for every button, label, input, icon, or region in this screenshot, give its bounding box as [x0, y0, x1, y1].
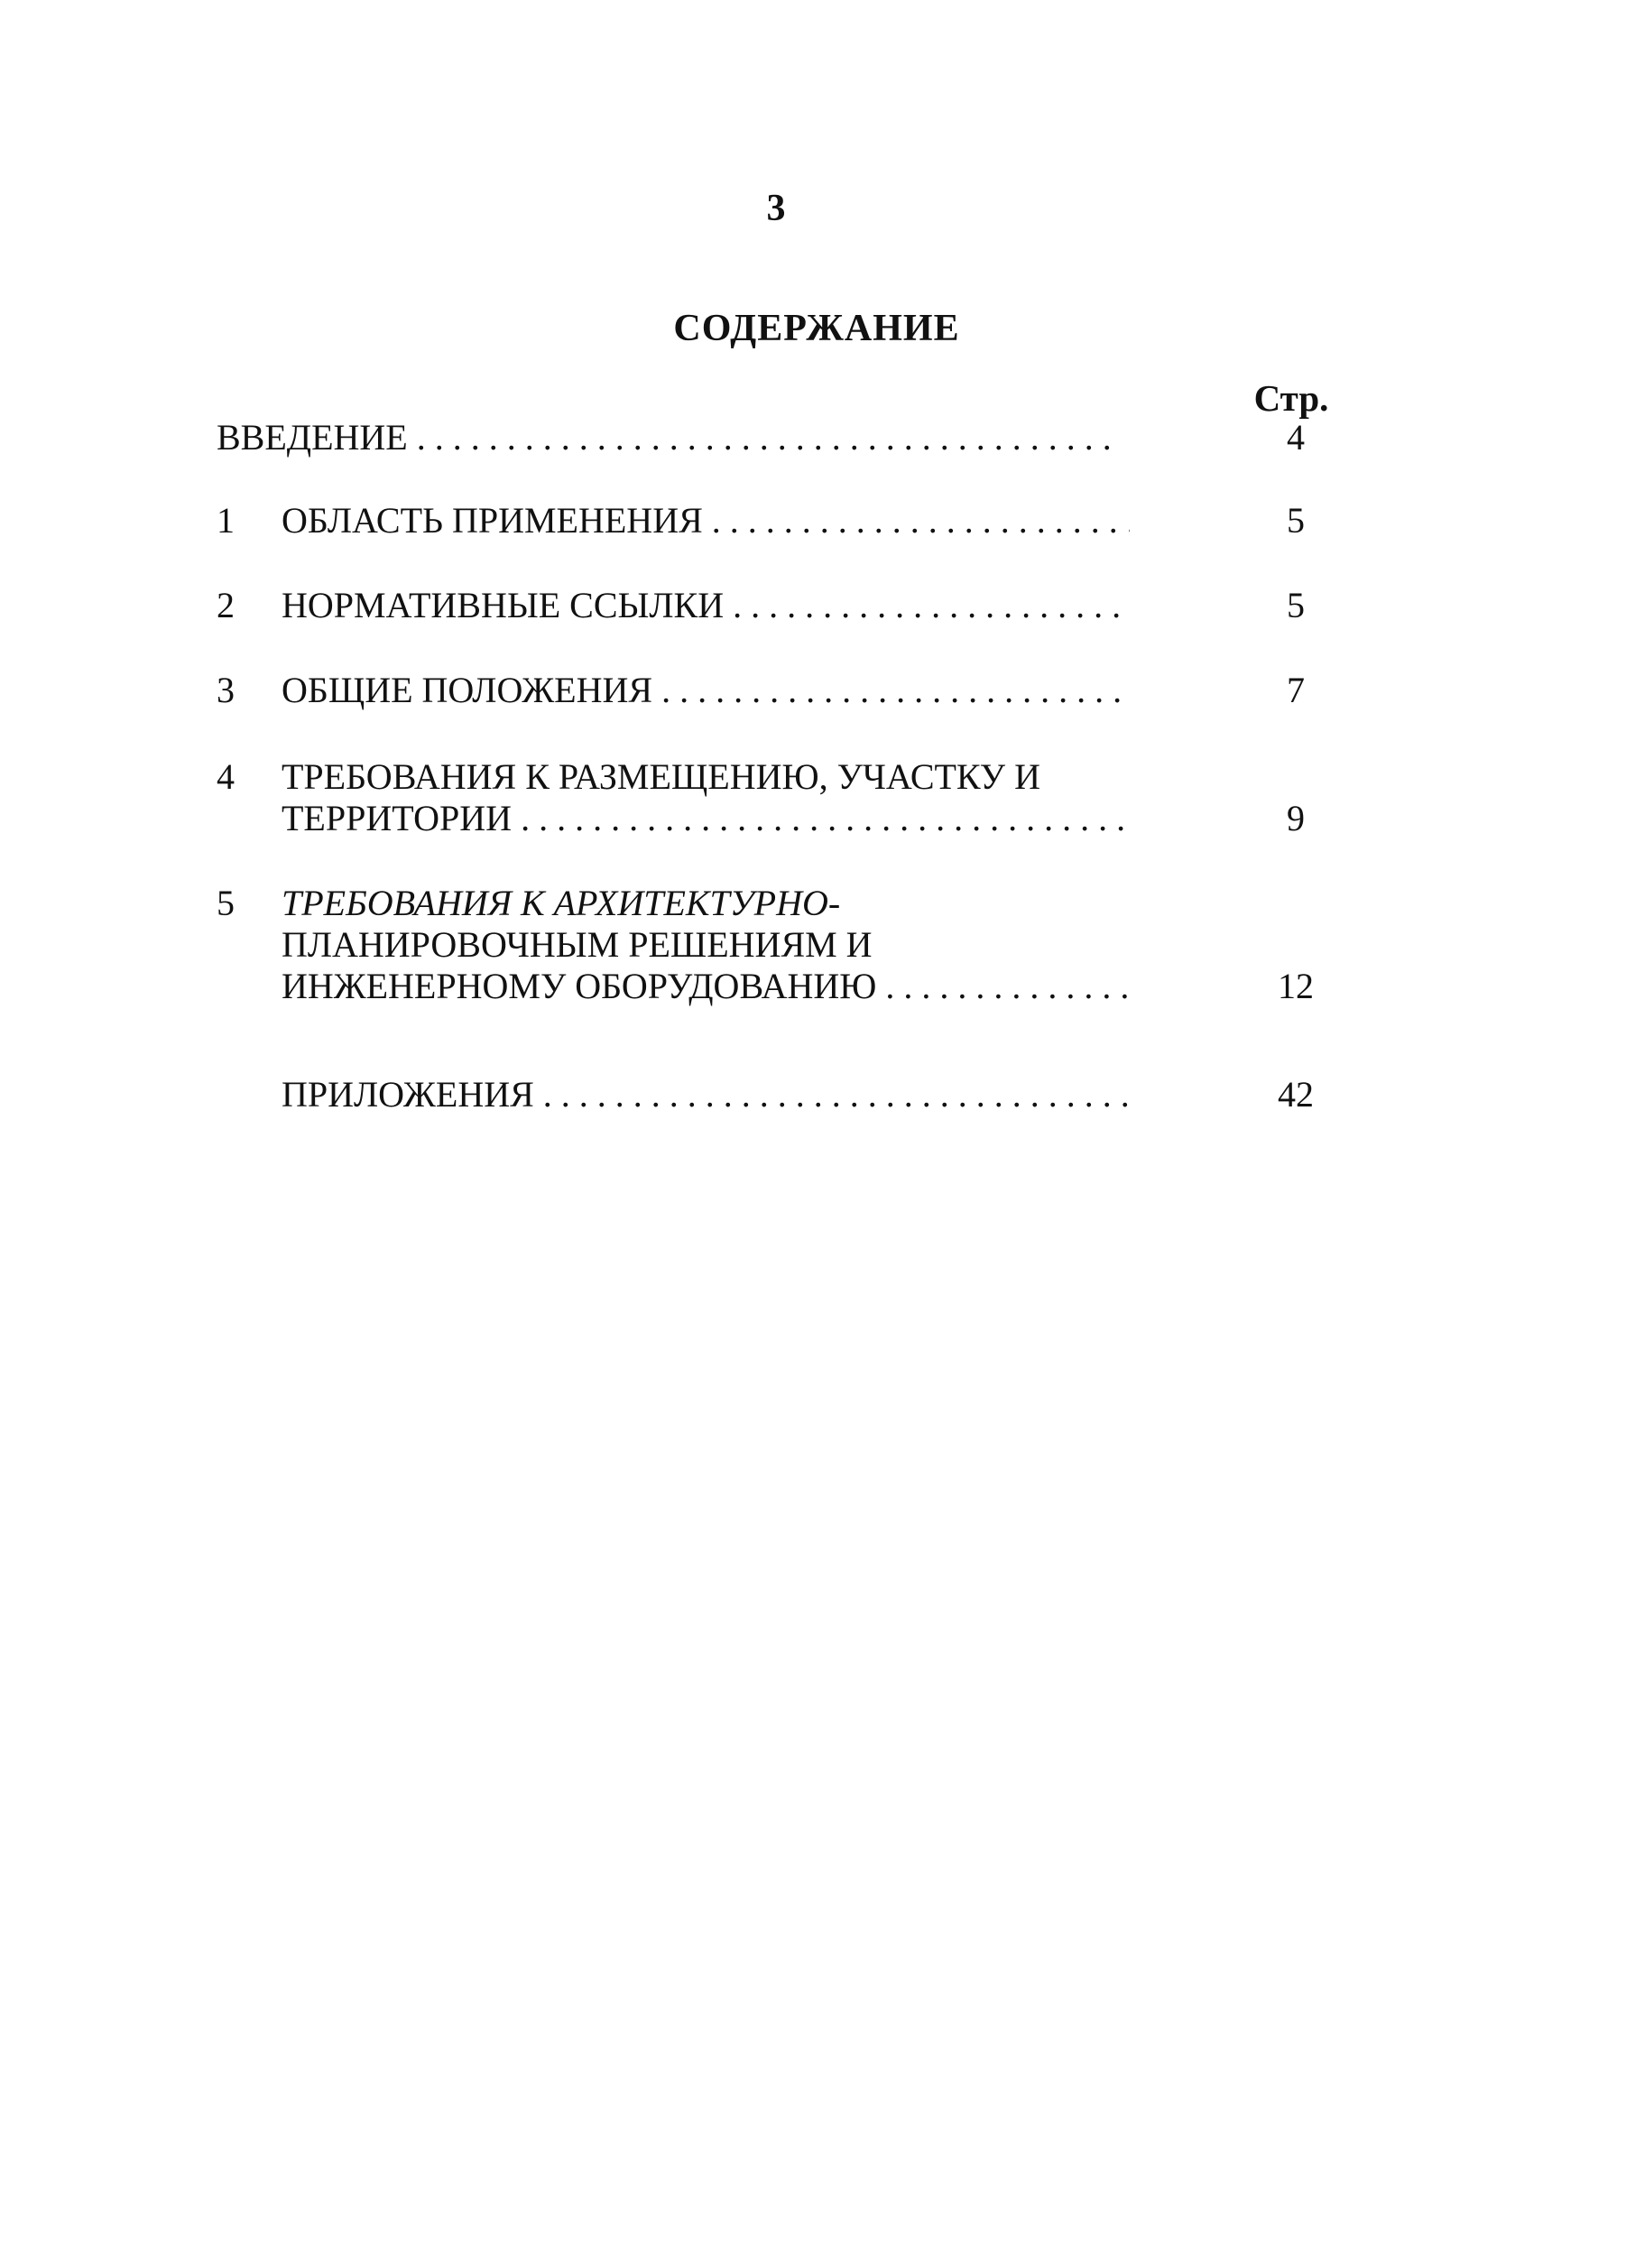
toc-entry-page: 42: [1278, 1074, 1314, 1115]
toc-entry-title-line: ТЕРРИТОРИИ . . .: [282, 798, 1130, 839]
toc-entry-page: 5: [1287, 585, 1305, 625]
toc-entry-page: 4: [1287, 417, 1305, 458]
toc-entry-title: [282, 756, 1130, 839]
toc-entry-number: 2: [217, 585, 235, 625]
toc-entry-title-line: НОРМАТИВНЫЕ ССЫЛКИ . . .: [282, 585, 1130, 626]
toc-entry-title-line: ПЛАНИРОВОЧНЫМ РЕШЕНИЯМ И: [282, 924, 873, 965]
page-column-header: Стр.: [1253, 377, 1329, 419]
toc-entry-title: [282, 670, 1130, 711]
toc-entry-page: 12: [1278, 966, 1314, 1006]
toc-entry-page: 9: [1287, 798, 1305, 838]
toc-entry-title-line: ИНЖЕНЕРНОМУ ОБОРУДОВАНИЮ . . .: [282, 966, 1130, 1007]
toc-entry-title: [282, 883, 1130, 1007]
toc-entry-title-line: ТРЕБОВАНИЯ К РАЗМЕЩЕНИЮ, УЧАСТКУ И: [282, 756, 1041, 797]
toc-entry-title: [282, 585, 1130, 626]
toc-entry-number: 5: [217, 883, 235, 923]
toc-entry-number: 1: [217, 500, 235, 541]
toc-entry-title-line: ОБЛАСТЬ ПРИМЕНЕНИЯ . . .: [282, 500, 1130, 542]
toc-entry-title: [282, 500, 1130, 542]
toc-entry-title-line: ПРИЛОЖЕНИЯ . . .: [282, 1074, 1130, 1115]
toc-entry-number: 4: [217, 756, 235, 797]
toc-entry-title-line: ТРЕБОВАНИЯ К АРХИТЕКТУРНО-: [282, 883, 841, 923]
page-title: СОДЕРЖАНИЕ: [673, 308, 960, 349]
toc-entry-page: 7: [1287, 670, 1305, 710]
toc-entry-title-line: ВВЕДЕНИЕ . . .: [217, 417, 1119, 458]
toc-entry-title: [282, 1074, 1130, 1115]
page-number: 3: [766, 188, 786, 229]
toc-entry-number: 3: [217, 670, 235, 710]
toc-entry-title-line: ОБЩИЕ ПОЛОЖЕНИЯ . . .: [282, 670, 1130, 711]
toc-entry-title: [217, 417, 1119, 458]
toc-entry-page: 5: [1287, 500, 1305, 541]
